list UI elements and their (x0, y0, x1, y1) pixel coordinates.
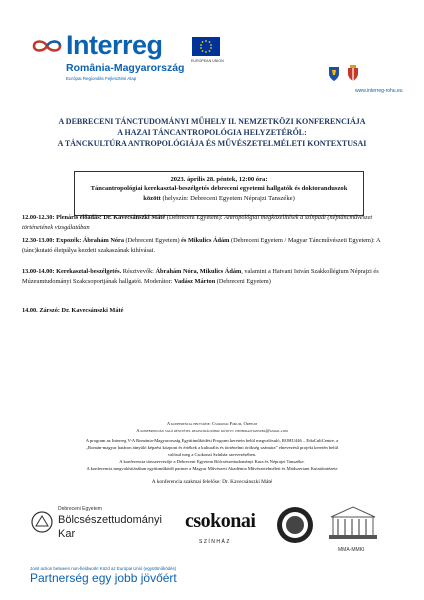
program-item-3-participants: Ábrahám Nóra, Mikulics Ádám (155, 268, 242, 275)
footer-venue: A konferencia helyszíne: Csokonai Fórum, Orfeum (166, 421, 258, 426)
program-url[interactable]: www.interreg-rohu.eu (355, 88, 403, 94)
footer-responsible: A konferencia szakmai felelőse: Dr. Kavecsánszki Máté (151, 479, 273, 485)
program-item-2-affil: (Debreceni Egyetem) (123, 237, 182, 244)
footer-line-6: A konferencia társszervezője a Debreceni Egyetem Bölcsészettudományi Kara és Néprajzi Tanszéke. (119, 459, 305, 464)
program-item-1-affil: (Debreceni Egyetem): (165, 214, 225, 221)
tagline-small: Joint action between non-fieldwork! Küzd az Európai Unió (együttműködés) (30, 566, 177, 571)
du-kar-text: Kar (58, 528, 76, 540)
program-item-1 (22, 213, 402, 232)
program-item-1-talk: Antropológiai megközelítések a színpadi (néptáncművészet történetének vizsgálatában (22, 214, 373, 231)
footer-registration[interactable]: A konferencián való részvétel regisztrációhoz kötött: deneprajztanszek@gmail.com (136, 428, 288, 433)
event-date: 2023. április 28. péntek, 12:00 óra: (170, 176, 268, 183)
event-venue: (helyszín: Debreceni Egyetem Néprajzi Tanszéke) (162, 195, 295, 202)
eu-flag-icon (192, 37, 220, 56)
tagline: Partnerség egy jobb jövőért (30, 571, 177, 585)
eu-flag-text: EUROPEAN UNION (191, 59, 224, 63)
interreg-knot-icon (30, 38, 64, 54)
program-item-3-rest: , valamint a Hatvani István Szakkollégium Néprajzi és Múzeumtudományi Szakcsoportjának hallgatói. Moderátor: (22, 268, 379, 285)
header (0, 0, 424, 108)
mma-logo-text: MMA-MMKI (338, 547, 365, 553)
program-item-2-rest: (Debreceni Egyetem / Magyar Táncművészeti Egyetem): A (tánc)kutató életpálya kezdeti szakaszának kihívásai. (22, 237, 381, 254)
mma-building-icon (327, 505, 379, 545)
university-emblem-icon (30, 510, 54, 534)
program-item-3-moderator: Vadász Márton (173, 277, 216, 285)
event-box (74, 171, 364, 216)
footer-line-4: „Román-magyar határon átnyúló képzési központ és értékek a kulturális és történelmi örökség számára” elnevezésű projekt keretén belül (85, 445, 339, 450)
event-headline: Táncantropológiai kerekasztal-beszélgetés debreceni egyetemi hallgatók és doktoranduszok (90, 185, 348, 192)
title-line-3: A TÁNCKULTÚRA ANTROPOLÓGIÁJA ÉS MŰVÉSZETELMÉLETI KONTEXTUSAI (57, 139, 367, 148)
program-item-3-lead: Résztvevők: (121, 268, 156, 275)
program-item-2-time: 12.30-13.00: Expozék: Ábrahám Nóra (22, 237, 124, 244)
program-item-3 (22, 267, 402, 286)
brand-name: Interreg (66, 30, 163, 60)
debrecen-university-logo (30, 506, 162, 542)
event-headline-end: között (143, 195, 161, 202)
event-venue-line (75, 194, 363, 203)
footer-line-5: valósul meg a Csokonai Színház szervezésében. (167, 452, 257, 457)
program-name: România-Magyarország (66, 62, 185, 74)
title-line-1: A DEBRECENI TÁNCTUDOMÁNYI MŰHELY II. NEMZETKÖZI KONFERENCIÁJA (58, 117, 366, 126)
csokonai-logo: csokonai (185, 510, 256, 532)
romania-crest-icon (327, 65, 341, 82)
program-item-2-second-speaker: és Mikulics Ádám (181, 237, 230, 244)
program-item-3-moderator-affil: (Debreceni Egyetem) (215, 277, 271, 285)
footer-line-7: A konferencia megvalósításában együttműködő partner a Magyar Művészeti Akadémia Művészetelméleti és Módszertani Kutatóintézete (86, 466, 338, 471)
program-item-2 (22, 236, 402, 255)
program-item-4: 14.00. Zárszó: Dr. Kavecsánszki Máté (22, 307, 124, 314)
academy-seal-icon (275, 505, 315, 545)
title-line-2: A HAZAI TÁNCANTROPOLÓGIA HELYZETÉRŐL: (117, 128, 307, 137)
csokonai-subtext: SZÍNHÁZ (199, 539, 231, 545)
fund-name: Európai Regionális Fejlesztési Alap (66, 76, 137, 81)
du-faculty-text: Bölcsészettudományi (58, 514, 162, 526)
hungary-crest-icon (346, 65, 360, 82)
du-small-text: Debreceni Egyetem (58, 506, 102, 512)
program-item-1-time: 12.00-12.30: Plenáris előadás: Dr. Kavecsánszki Máté (22, 214, 166, 221)
footer-line-3: A program az Interreg V-A Románia-Magyarország Együttműködési Program keretein belül megvalósuló, ROHU446 – EduCultCentre, a (85, 438, 339, 443)
program-item-3-time: 13.00-14.00: Kerekasztal-beszélgetés. (22, 268, 122, 275)
